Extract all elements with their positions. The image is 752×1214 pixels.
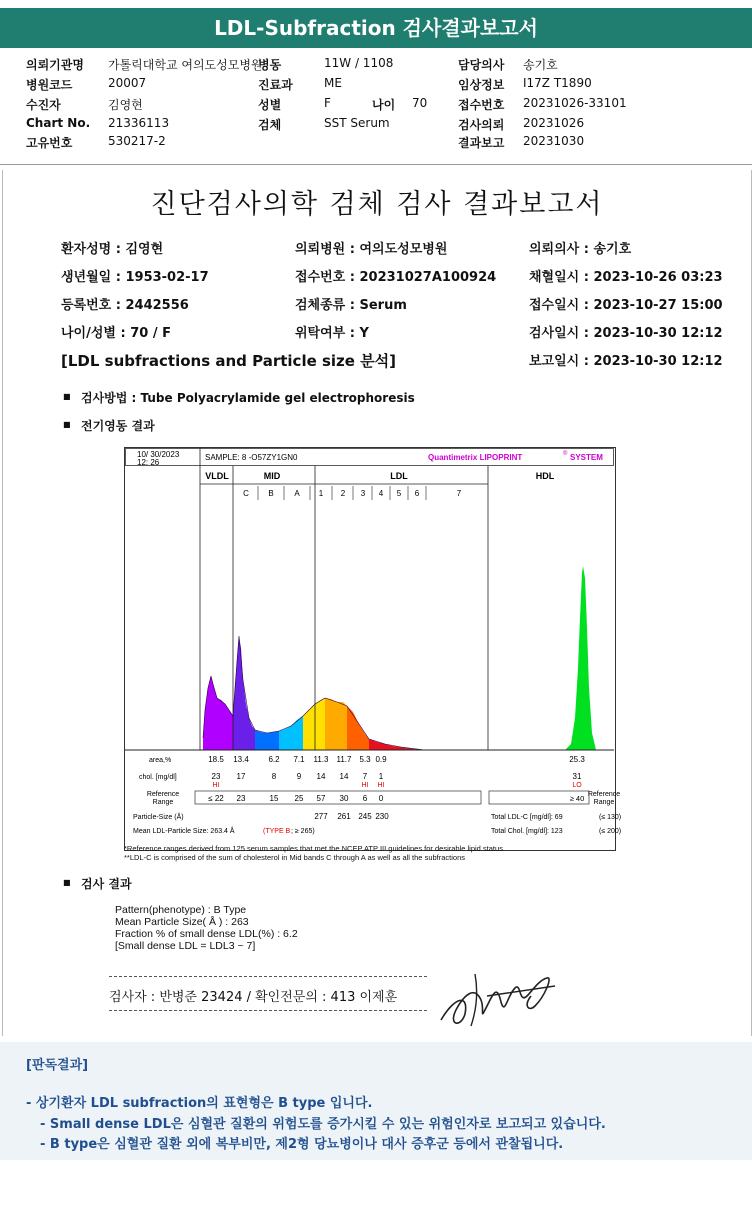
- info-doctor: 의뢰의사 : 송기호: [529, 242, 632, 257]
- label-chart: Chart No.: [26, 116, 91, 130]
- ref-value-6: 6: [362, 794, 368, 803]
- band-label-2: 2: [340, 489, 346, 498]
- ref-value-3: 25: [294, 794, 304, 803]
- group-label-mid: MID: [263, 471, 281, 481]
- chol-label: chol. [mg/dl]: [139, 774, 177, 781]
- hdl-chol-value: 31: [572, 772, 582, 781]
- label-unique: 고유번호: [26, 136, 73, 150]
- group-label-ldl: LDL: [390, 471, 408, 481]
- info-reported: 보고일시 : 2023-10-30 12:12: [529, 354, 723, 369]
- label-age: 나이: [372, 98, 396, 112]
- ref-label-hdl-1: Reference: [587, 791, 621, 798]
- area-ldl1: [303, 698, 325, 750]
- particle-value-2: 245: [358, 812, 372, 821]
- band-label-3: 3: [360, 489, 366, 498]
- value-dept: ME: [324, 76, 342, 90]
- info-received: 접수일시 : 2023-10-27 15:00: [529, 298, 723, 313]
- chol-value-4: 14: [316, 772, 326, 781]
- chart-svg: [125, 448, 622, 850]
- hdl-area-value: 25.3: [569, 755, 585, 764]
- result-pattern: Pattern(phenotype) : B Type: [115, 904, 247, 916]
- label-report: 결과보고: [458, 136, 505, 150]
- band-label-5: 5: [396, 489, 402, 498]
- area-value-6: 5.3: [359, 755, 371, 764]
- plot-areas: [203, 566, 596, 750]
- area-value-3: 7.1: [293, 755, 305, 764]
- value-specimen: SST Serum: [324, 116, 390, 130]
- verdict-line-2: - Small dense LDL은 심혈관 질환의 위험도를 증가시킬 수 있는 위험인자로 보고되고 있습니다.: [40, 1117, 606, 1132]
- chart-sample: SAMPLE: 8 -O57ZY1GN0: [205, 453, 298, 462]
- chol-value-1: 17: [236, 772, 246, 781]
- chart-header-frame: [126, 449, 614, 466]
- particle-value-0: 277: [314, 812, 328, 821]
- info-receipt: 접수번호 : 20231027A100924: [295, 270, 497, 285]
- chol-value-7: 1: [378, 772, 384, 781]
- info-birth: 생년월일 : 1953-02-17: [61, 270, 209, 285]
- value-report: 20231030: [523, 134, 585, 148]
- particle-value-3: 230: [375, 812, 389, 821]
- note-1: *Reference ranges derived from 125 serum samples that met the NCEP ATP III guidelines for desirable lipid status: [124, 844, 503, 853]
- group-label-vldl: VLDL: [205, 471, 229, 481]
- band-label-a: A: [294, 489, 300, 498]
- label-hospital: 의뢰기관명: [26, 58, 84, 72]
- value-request: 20231026: [523, 116, 585, 130]
- info-hospital: 의뢰병원 : 여의도성모병원: [295, 242, 448, 257]
- result-block: [115, 904, 298, 952]
- signature-line: 검사자 : 반병준 23424 / 확인전문의 : 413 이제훈: [109, 990, 398, 1005]
- hdl-chol-flag: LO: [572, 782, 582, 789]
- value-ward: 11W / 1108: [324, 56, 394, 70]
- electrophoresis-chart: [124, 447, 622, 851]
- area-value-0: 18.5: [208, 755, 224, 764]
- ref-label-2: Range: [152, 799, 174, 806]
- label-clinical: 임상정보: [458, 78, 505, 92]
- ref-value-5: 30: [339, 794, 349, 803]
- band-label-c: C: [243, 489, 249, 498]
- band-label-4: 4: [378, 489, 384, 498]
- chol-value-6: 7: [362, 772, 368, 781]
- report-title: 진단검사의학 검체 검사 결과보고서: [150, 189, 604, 220]
- particle-label: Particle-Size (Å): [133, 814, 184, 821]
- area-mid-a: [279, 716, 303, 750]
- band-label-b: B: [268, 489, 274, 498]
- value-chart: 21336113: [108, 116, 170, 130]
- dash-bottom: [109, 1010, 427, 1011]
- area-value-2: 6.2: [268, 755, 280, 764]
- notes: [124, 844, 503, 862]
- verdict-line-3: - B type은 심혈관 질환 외에 복부비만, 제2형 당뇨병이나 대사 증후군 등에서 관찰됩니다.: [40, 1137, 564, 1152]
- area-vldl: [203, 676, 233, 750]
- note-2: **LDL-C is comprised of the sum of cholesterol in Mid bands C through A as well as all the subfractions: [124, 853, 466, 862]
- mean-ldl-type: (TYPE B: [263, 828, 291, 835]
- particle-value-1: 261: [337, 812, 351, 821]
- area-ldl3: [347, 706, 369, 750]
- verdict-panel: [0, 1042, 752, 1160]
- result-fraction: Fraction % of small dense LDL(%) : 6.2: [115, 928, 298, 940]
- section-title: [LDL subfractions and Particle size 분석]: [61, 352, 397, 370]
- label-dept: 진료과: [258, 78, 293, 92]
- band-label-6: 6: [414, 489, 420, 498]
- label-patient: 수진자: [26, 98, 61, 112]
- label-ward: 병동: [258, 58, 282, 72]
- total-ldl-ref: (≤ 130): [599, 814, 622, 821]
- area-label: area,%: [149, 757, 172, 764]
- label-specimen: 검체: [258, 118, 282, 132]
- mean-ldl: Mean LDL-Particle Size: 263.4 Å: [133, 828, 235, 835]
- info-specimen: 검체종류 : Serum: [295, 298, 407, 313]
- value-receipt: 20231026-33101: [523, 96, 627, 110]
- value-code: 20007: [108, 76, 147, 90]
- result-heading: ■ 검사 결과: [81, 875, 132, 892]
- info-outsource: 위탁여부 : Y: [295, 326, 369, 341]
- mean-ldl-tail: ; ≥ 265): [291, 828, 315, 835]
- info-patient: 환자성명 : 김영현: [61, 242, 164, 257]
- info-collected: 채혈일시 : 2023-10-26 03:23: [529, 270, 723, 285]
- chart-date: 10/ 30/2023: [137, 450, 180, 459]
- group-label-hdl: HDL: [535, 471, 555, 481]
- chol-flag-0: HI: [212, 782, 220, 789]
- total-chol: Total Chol. [mg/dl]: 123: [491, 828, 563, 835]
- value-hospital: 가톨릭대학교 여의도성모병원: [108, 58, 263, 72]
- value-sex: F: [324, 96, 331, 110]
- ref-value-1: 23: [236, 794, 246, 803]
- chol-value-0: 23: [211, 772, 221, 781]
- total-ldl: Total LDL-C [mg/dl]: 69: [491, 814, 563, 821]
- chart-texts: [133, 450, 621, 835]
- label-receipt: 접수번호: [458, 98, 505, 112]
- handwritten-signature: [435, 966, 565, 1032]
- area-ldl2: [325, 698, 347, 750]
- value-doctor: 송기호: [523, 58, 558, 72]
- ref-label-1: Reference: [146, 791, 180, 798]
- ref-value-7: 0: [378, 794, 384, 803]
- chol-flag-6: HI: [361, 782, 369, 789]
- chart-brand: Quantimetrix LIPOPRINT: [428, 453, 523, 462]
- method-line: ■ 검사방법 : Tube Polyacrylamide gel electrophoresis: [81, 389, 415, 406]
- ref-value-0: ≤ 22: [208, 794, 224, 803]
- total-chol-ref: (≤ 200): [599, 828, 622, 835]
- result-note: [Small dense LDL = LDL3 ~ 7]: [115, 940, 256, 952]
- chart-time: 12: 26: [137, 458, 160, 467]
- chol-value-5: 14: [339, 772, 349, 781]
- header-info: [0, 52, 752, 160]
- report-sheet: [2, 170, 752, 1036]
- divider: [0, 164, 752, 165]
- info-tested: 검사일시 : 2023-10-30 12:12: [529, 326, 723, 341]
- chol-value-2: 8: [271, 772, 277, 781]
- electro-heading: ■ 전기영동 결과: [81, 417, 155, 434]
- ref-value-4: 57: [316, 794, 326, 803]
- value-patient: 김영현: [108, 98, 143, 112]
- area-value-5: 11.7: [336, 755, 352, 764]
- verdict-title: [판독결과]: [26, 1058, 89, 1073]
- value-clinical: I17Z T1890: [523, 76, 592, 90]
- area-value-1: 13.4: [233, 755, 249, 764]
- area-mid-c: [233, 636, 255, 750]
- label-doctor: 담당의사: [458, 58, 505, 72]
- ref-value-2: 15: [269, 794, 279, 803]
- chart-lines: [125, 448, 614, 804]
- label-request: 검사의뢰: [458, 118, 505, 132]
- page-title: LDL-Subfraction 검사결과보고서: [0, 8, 752, 48]
- chol-flag-7: HI: [377, 782, 385, 789]
- info-regno: 등록번호 : 2442556: [61, 298, 189, 313]
- chart-brand-sup: ®: [563, 451, 568, 457]
- hdl-ref-value: ≥ 40: [569, 794, 585, 803]
- dash-top: [109, 976, 427, 977]
- result-size: Mean Particle Size( Å ) : 263: [115, 916, 249, 928]
- chol-value-3: 9: [296, 772, 302, 781]
- value-unique: 530217-2: [108, 134, 166, 148]
- chart-brand-tail: SYSTEM: [570, 453, 603, 462]
- label-code: 병원코드: [26, 78, 73, 92]
- info-agesex: 나이/성별 : 70 / F: [61, 326, 172, 341]
- area-value-4: 11.3: [313, 755, 329, 764]
- area-hdl: [565, 566, 596, 750]
- ref-label-hdl-2: Range: [593, 799, 615, 806]
- value-age: 70: [412, 96, 428, 110]
- area-value-7: 0.9: [375, 755, 387, 764]
- band-label-7: 7: [456, 489, 462, 498]
- band-label-1: 1: [318, 489, 324, 498]
- verdict-line-1: - 상기환자 LDL subfraction의 표현형은 B type 입니다.: [26, 1096, 373, 1111]
- label-sex: 성별: [258, 98, 282, 112]
